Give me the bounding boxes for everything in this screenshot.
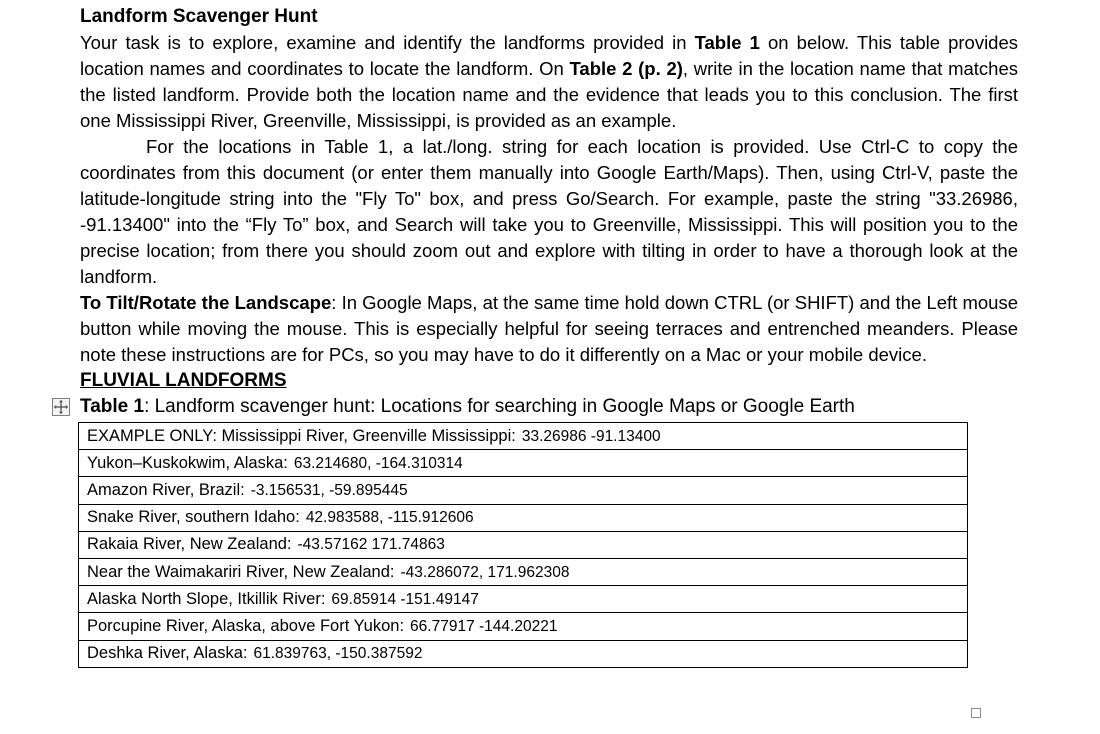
- move-icon[interactable]: [52, 398, 70, 416]
- locations-table: [78, 422, 968, 668]
- location-cell[interactable]: [79, 586, 968, 613]
- location-cell[interactable]: [79, 423, 968, 450]
- location-cell[interactable]: [79, 450, 968, 477]
- table-row: [79, 586, 968, 613]
- location-name: Near the Waimakariri River, New Zealand:: [87, 562, 395, 581]
- location-name: Rakaia River, New Zealand:: [87, 535, 292, 554]
- document-title: Landform Scavenger Hunt: [80, 6, 318, 27]
- location-coordinates[interactable]: -43.57162 171.74863: [297, 536, 445, 554]
- intro-paragraph: [80, 30, 1018, 134]
- location-cell[interactable]: [79, 531, 968, 558]
- location-name: Porcupine River, Alaska, above Fort Yukon:: [87, 616, 405, 635]
- location-coordinates[interactable]: -3.156531, -59.895445: [250, 481, 408, 499]
- table-row: [79, 640, 968, 667]
- intro-bold-table2: Table 2 (p. 2): [569, 58, 683, 79]
- section-heading: FLUVIAL LANDFORMS: [80, 370, 287, 391]
- table-row: [79, 423, 968, 450]
- intro-text-3: , write in the location name that matches the listed landform. Provide both the location name and the evidence that leads you to this conclusion. The first one Mississippi River, Greenville, Mississippi, is provided as an example.: [80, 58, 1018, 131]
- location-name: Yukon–Kuskokwim, Alaska:: [87, 453, 288, 472]
- location-name: Amazon River, Brazil:: [87, 480, 245, 499]
- table-row: [79, 531, 968, 558]
- table-caption-text: : Landform scavenger hunt: Locations for searching in Google Maps or Google Earth: [144, 396, 855, 417]
- table-row: [79, 477, 968, 504]
- table-caption: [80, 394, 1018, 420]
- location-coordinates[interactable]: 66.77917 -144.20221: [410, 617, 558, 635]
- table-row: [79, 613, 968, 640]
- intro-bold-table1: Table 1: [694, 32, 760, 53]
- location-coordinates[interactable]: 33.26986 -91.13400: [521, 427, 661, 445]
- location-cell[interactable]: [79, 640, 968, 667]
- location-cell[interactable]: [79, 558, 968, 585]
- location-coordinates[interactable]: 42.983588, -115.912606: [305, 509, 474, 527]
- location-name: Snake River, southern Idaho:: [87, 508, 300, 527]
- tilt-text: : In Google Maps, at the same time hold down CTRL (or SHIFT) and the Left mouse button while moving the mouse. This is especially helpful for seeing terraces and entrenched meanders. Please note these instructions are for PCs, so you may have to do it differently on a Mac or your mobile device.: [80, 292, 1018, 365]
- location-cell[interactable]: [79, 504, 968, 531]
- intro-text-1: Your task is to explore, examine and identify the landforms provided in: [80, 32, 695, 53]
- location-coordinates[interactable]: 69.85914 -151.49147: [331, 590, 479, 608]
- tilt-label: To Tilt/Rotate the Landscape: [80, 292, 332, 313]
- tilt-paragraph: [80, 290, 1018, 368]
- table-row: [79, 450, 968, 477]
- location-name: Deshka River, Alaska:: [87, 644, 248, 663]
- location-coordinates[interactable]: 63.214680, -164.310314: [293, 454, 463, 472]
- table-row: [79, 558, 968, 585]
- location-cell[interactable]: [79, 613, 968, 640]
- table-row: [79, 504, 968, 531]
- resize-handle-icon[interactable]: [971, 708, 981, 718]
- location-cell[interactable]: [79, 477, 968, 504]
- location-name: EXAMPLE ONLY: Mississippi River, Greenville Mississippi:: [87, 426, 516, 445]
- intro-text-2: on below. This table provides location names and coordinates to locate the landform. On: [80, 32, 1019, 79]
- instructions-paragraph: For the locations in Table 1, a lat./long. string for each location is provided. Use Ctrl-C to copy the coordinates from this document (or enter them manually into Google Earth/Maps). Then, using Ctrl-V, paste the latitude-longitude string into the "Fly To" box, and press Go/Search. For example, paste the string "33.26986, -91.13400" into the “Fly To” box, and Search will take you to Greenville, Mississippi. This will position you to the precise location; from there you should zoom out and explore with tilting in order to have a thorough look at the landform.: [80, 136, 1018, 287]
- table-caption-label: Table 1: [80, 396, 145, 417]
- document-page: [80, 4, 1018, 668]
- location-coordinates[interactable]: 61.839763, -150.387592: [253, 645, 423, 663]
- location-coordinates[interactable]: -43.286072, 171.962308: [400, 563, 570, 581]
- location-name: Alaska North Slope, Itkillik River:: [87, 589, 326, 608]
